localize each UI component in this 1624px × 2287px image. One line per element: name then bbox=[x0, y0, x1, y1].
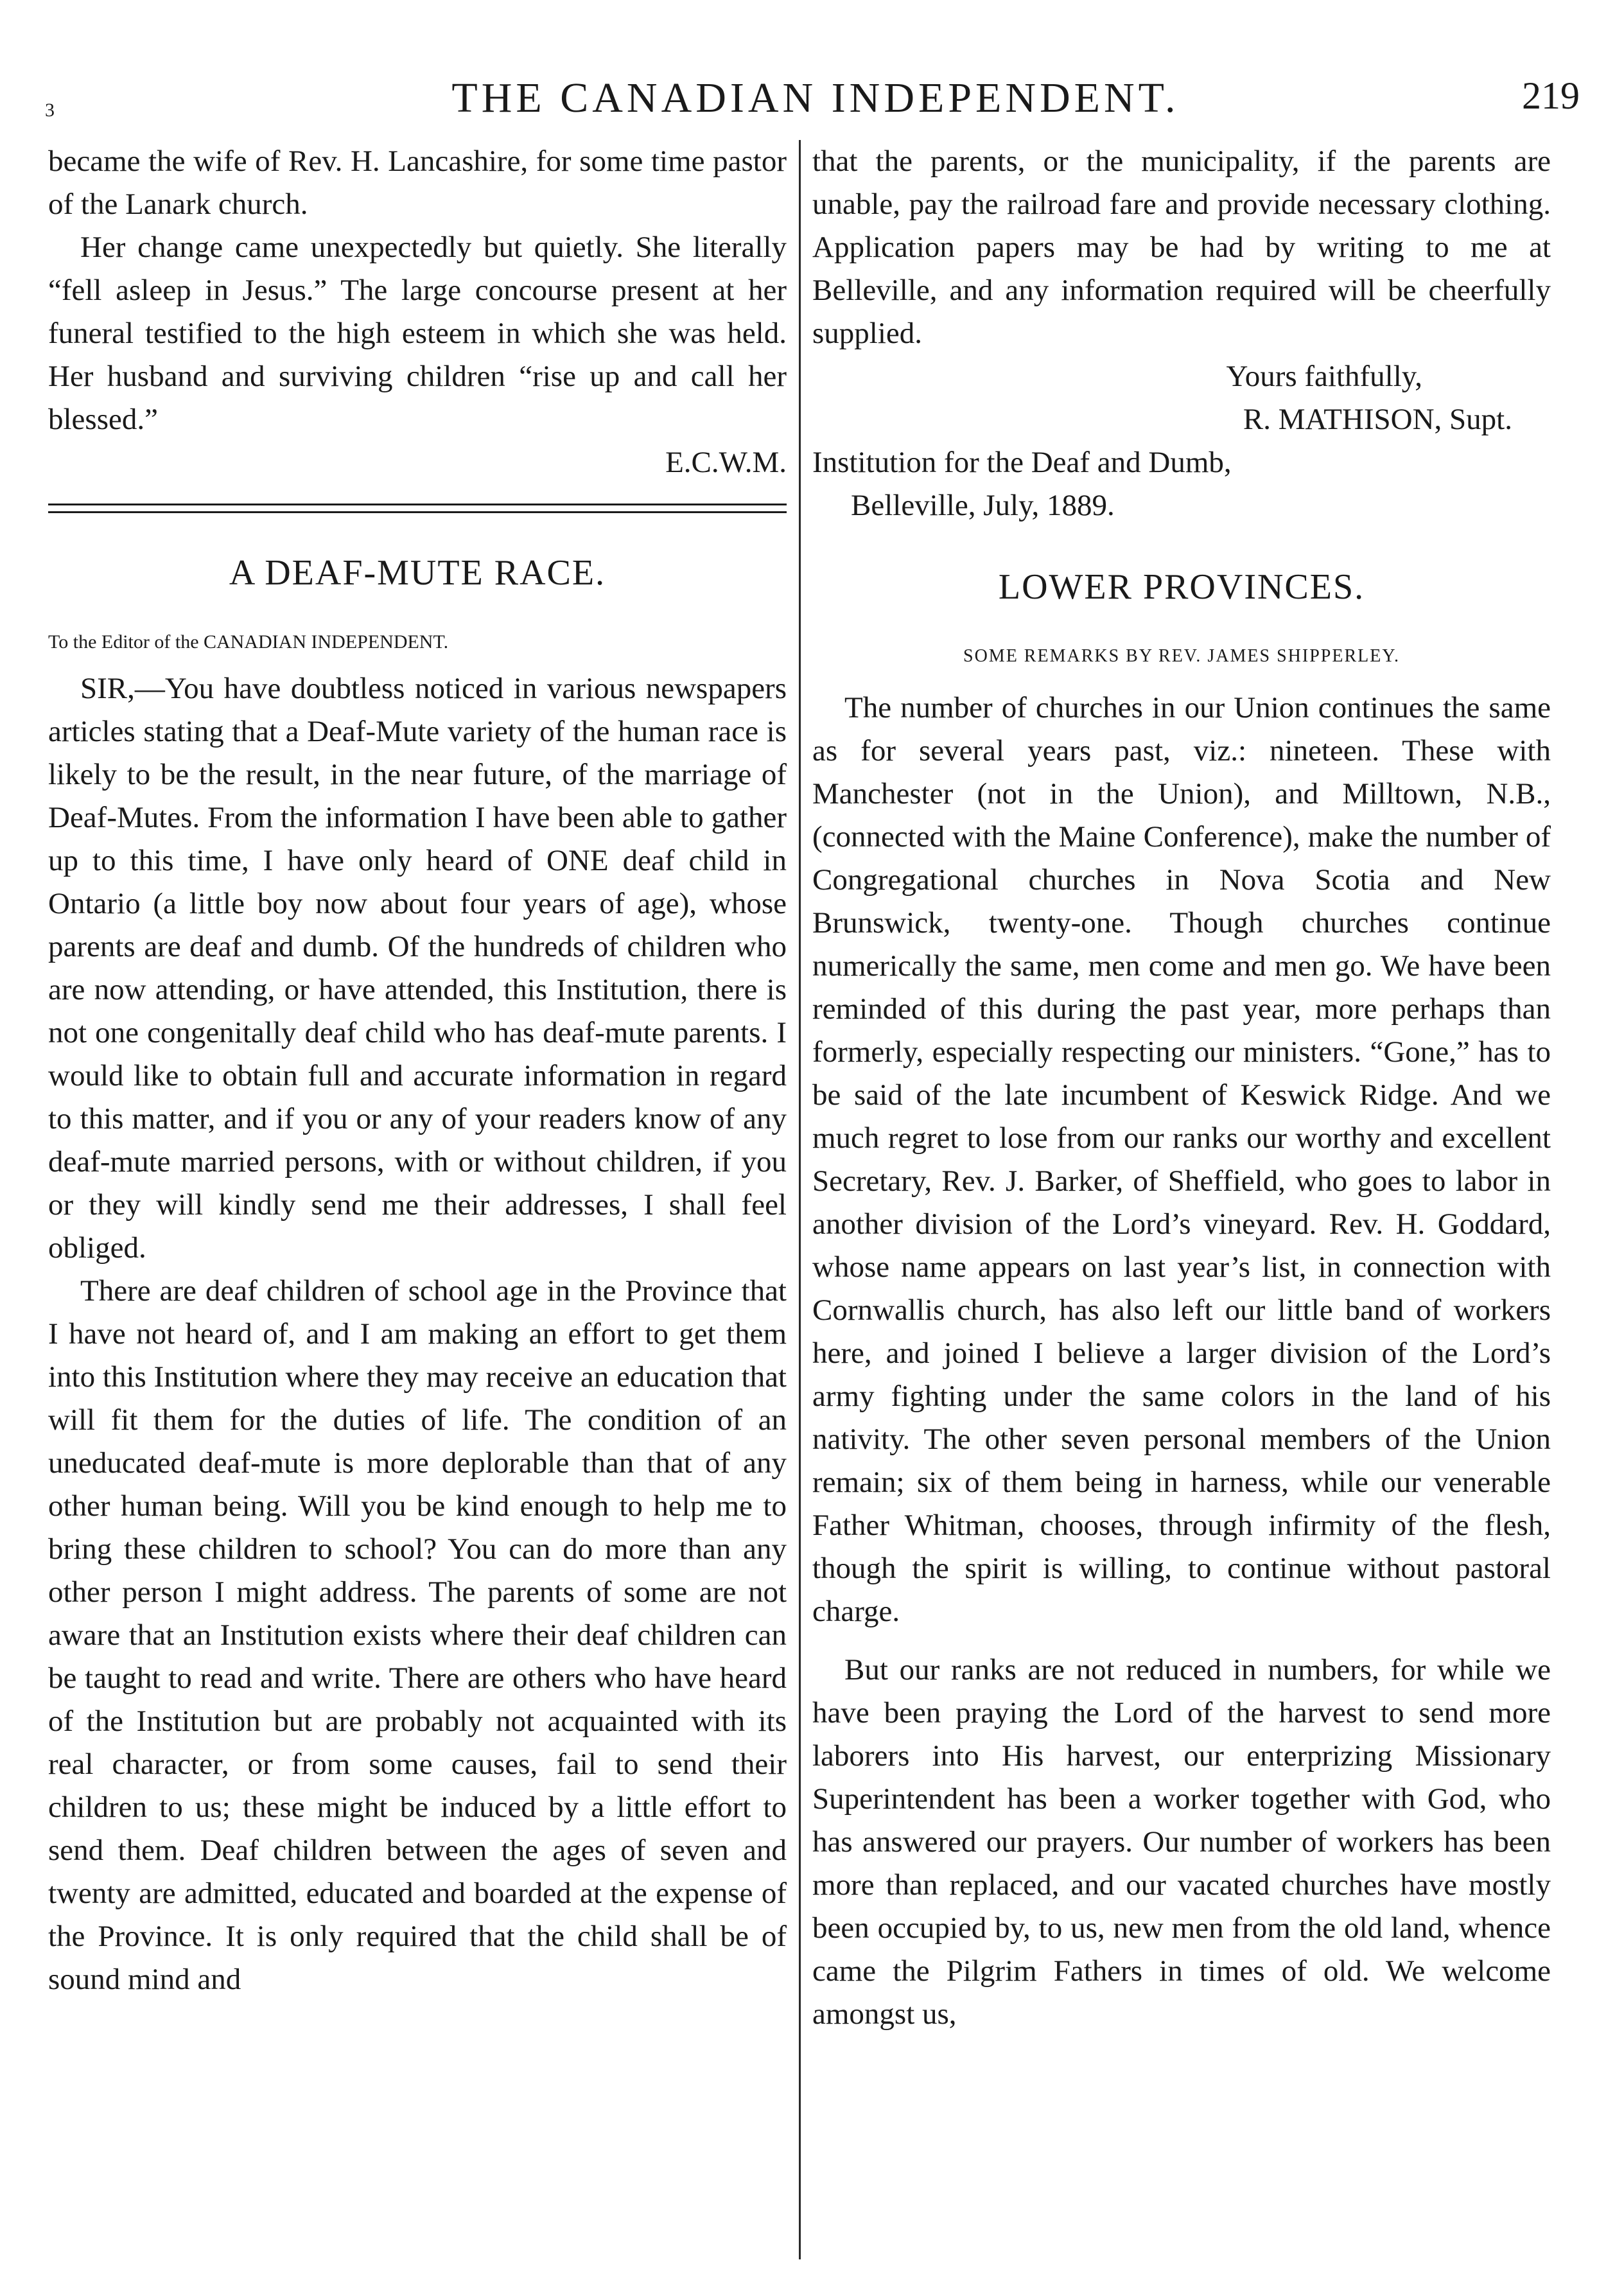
continued-paragraph: became the wife of Rev. H. Lancashire, for some time pastor of the Lanark church. bbox=[48, 145, 787, 221]
page-number: 219 bbox=[1522, 74, 1580, 117]
masthead bbox=[39, 74, 1593, 132]
letter-closing: Yours faithfully, bbox=[1226, 360, 1422, 393]
newspaper-title: THE CANADIAN INDEPENDENT. bbox=[451, 74, 1180, 121]
section-rule bbox=[48, 504, 787, 513]
signature-date: Belleville, July, 1889. bbox=[851, 489, 1115, 522]
article-paragraph: But our ranks are not reduced in numbers, for while we have been praying the Lord of the harvest to send more laborers into His harvest, our enterprizing Missionary Superintendent has been a worker together with God, who has answered our prayers. Our number of workers has been more than replaced, and our vacated churches have mostly been occupied by, to us, new men from the old land, whence came the Pilgrim Fathers in times of old. We welcome amongst us, bbox=[812, 1653, 1551, 2031]
article-byline: SOME REMARKS BY REV. JAMES SHIPPERLEY. bbox=[963, 646, 1400, 666]
left-column bbox=[48, 140, 787, 2266]
right-column bbox=[812, 140, 1551, 2266]
article-heading-deaf-mute: A DEAF-MUTE RACE. bbox=[229, 553, 606, 593]
signature-institution: Institution for the Deaf and Dumb, bbox=[812, 446, 1232, 479]
letter-signature: R. MATHISON, Supt. bbox=[1243, 403, 1512, 436]
obituary-paragraph: Her change came unexpectedly but quietly. She literally “fell asleep in Jesus.” The large concourse present at her funeral testified to the high esteem in which she was held. Her husband and surviving children “rise up and call her blessed.” bbox=[48, 231, 787, 436]
article-paragraph: The number of churches in our Union continues the same as for several years past, viz.: nineteen. These with Manchester (not in the Union), and Milltown, N.B., (connected with the Maine Conference), make the number of Congregational churches in Nova Scotia and New Brunswick, twenty-one. Though churches continue numerically the same, men come and men go. We have been reminded of this during the past year, more perhaps than formerly, especially respecting our ministers. “Gone,” has to be said of the late incumbent of Keswick Ridge. And we much regret to lose from our ranks our worthy and excellent Secretary, Rev. J. Barker, of Sheffield, who goes to labor in another division of the Lord’s vineyard. Rev. H. Goddard, whose name appears on last year’s list, in connection with Cornwallis church, has also left our little band of workers here, and joined I believe a larger division of the Lord’s army fighting under the same colors in the land of his nativity. The other seven personal members of the Union remain; six of them being in harness, while our venerable Father Whitman, chooses, through infirmity of the flesh, though the spirit is willing, to continue without pastoral charge. bbox=[812, 691, 1551, 1628]
article-heading-lower-provinces: LOWER PROVINCES. bbox=[998, 567, 1365, 607]
editor-address: To the Editor of the CANADIAN INDEPENDENT. bbox=[48, 631, 449, 653]
letter-paragraph: There are deaf children of school age in the Province that I have not heard of, and I am making an effort to get them into this Institution where they may receive an education that will fit them for the duties of life. The condition of an uneducated deaf-mute is more deplorable than that of any other human being. Will you be kind enough to help me to bring these children to school? You can do more than any other person I might address. The parents of some are not aware that an Institution exists where their deaf children can be taught to read and write. There are others who have heard of the Institution but are probably not acquainted with its real character, or from some causes, fail to send their children to us; these might be induced by a little effort to send them. Deaf children between the ages of seven and twenty are admitted, educated and boarded at the expense of the Province. It is only required that the child shall be of sound mind and bbox=[48, 1274, 787, 1996]
page-mark: 3 bbox=[45, 100, 55, 121]
letter-paragraph: SIR,—You have doubtless noticed in various newspapers articles stating that a Deaf-Mute variety of the human race is likely to be the result, in the near future, of the marriage of Deaf-Mutes. From the information I have been able to gather up to this time, I have only heard of ONE deaf child in Ontario (a little boy now about four years of age), whose parents are deaf and dumb. Of the hundreds of children who are now attending, or have attended, this Institution, there is not one congenitally deaf child who has deaf-mute parents. I would like to obtain full and accurate information in regard to this matter, and if you or any of your readers know of any deaf-mute married persons, with or without children, if you or they will kindly send me their addresses, I shall feel obliged. bbox=[48, 672, 787, 1265]
paragraph-spacer bbox=[812, 1633, 1551, 1649]
obituary-signature: E.C.W.M. bbox=[665, 446, 787, 479]
letter-continuation: that the parents, or the municipality, if the parents are unable, pay the railroad fare and provide necessary clothing. Application papers may be had by writing to me at Belleville, and any information required will be cheerfully supplied. bbox=[812, 145, 1551, 350]
column-divider bbox=[799, 140, 801, 2259]
